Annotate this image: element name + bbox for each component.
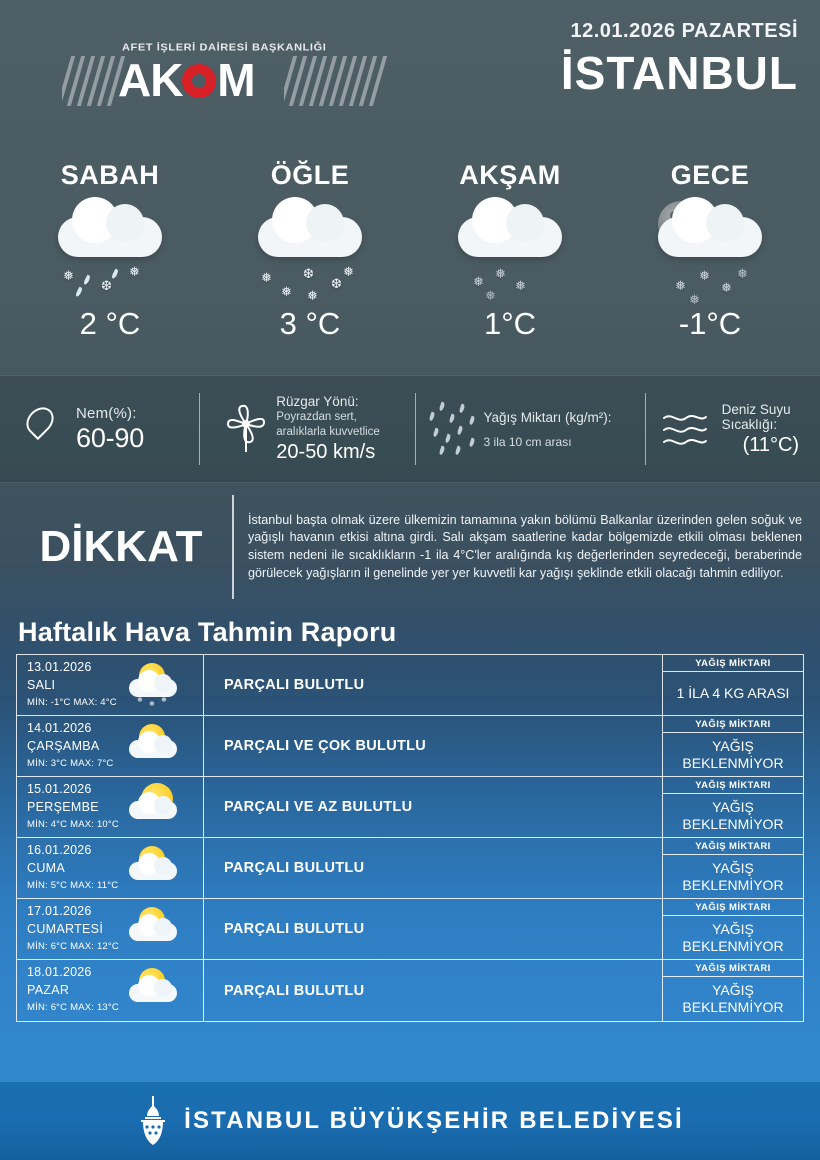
precip-value: YAĞIŞ BEKLENMİYOR [682, 798, 784, 832]
warning-title: DİKKAT [39, 522, 203, 571]
row-day: SALI [27, 678, 56, 692]
report-date: 12.01.2026 PAZARTESİ [570, 20, 798, 42]
warning-section [0, 483, 820, 611]
row-precipitation-cell [663, 655, 803, 715]
metric-precipitation [416, 391, 645, 467]
akom-logo [62, 42, 352, 114]
sea-label: Deniz Suyu Sıcaklığı: [721, 401, 791, 432]
moon-cloud-snow-icon: ❅ ❅ ❅ ❅ ❅ [610, 199, 810, 304]
metric-wind [200, 391, 414, 467]
metric-sea-temperature [646, 391, 820, 467]
precip-header: YAĞIŞ MİKTARI [663, 655, 803, 672]
row-day: PAZAR [27, 983, 70, 997]
row-precipitation-cell [663, 716, 803, 776]
sun-cloud-icon [123, 968, 185, 1014]
row-day: PERŞEMBE [27, 800, 99, 814]
precip-header: YAĞIŞ MİKTARI [663, 960, 803, 977]
precip-value: YAĞIŞ BEKLENMİYOR [682, 982, 784, 1015]
akom-letter-a: A [118, 54, 151, 106]
table-row[interactable] [17, 716, 803, 777]
humidity-label: Nem(%): [76, 404, 137, 422]
daypart-aksam [410, 150, 610, 375]
row-precipitation-cell [663, 899, 803, 959]
row-date-cell [17, 960, 204, 1021]
row-date: 14.01.2026 [27, 721, 92, 735]
cloud-snow-icon: ❅ ❅ ❆ ❅ ❆ ❅ [210, 199, 410, 304]
precip-header: YAĞIŞ MİKTARI [663, 716, 803, 733]
row-date: 16.01.2026 [27, 843, 92, 857]
row-day: ÇARŞAMBA [27, 739, 100, 753]
precipitation-label: Yağış Miktarı (kg/m²): [483, 409, 612, 425]
daypart-temp: -1°C [678, 306, 742, 341]
cloud-light-snow-icon: ❅ ❅ ❅ ❅ [410, 199, 610, 304]
daypart-label: ÖĞLE [270, 160, 350, 190]
daypart-label: GECE [670, 160, 750, 190]
row-date: 17.01.2026 [27, 904, 92, 918]
daypart-temp: 3 °C [279, 306, 341, 341]
table-row[interactable] [17, 655, 803, 716]
row-minmax: MİN: 3°C MAX: 7°C [27, 758, 114, 769]
precip-value: 1 İLA 4 KG ARASI [676, 685, 790, 701]
precip-header: YAĞIŞ MİKTARI [663, 838, 803, 855]
daypart-label: AKŞAM [459, 160, 561, 190]
row-date: 15.01.2026 [27, 782, 92, 796]
header-right [561, 20, 798, 101]
cloud-snow-rain-icon: ❅ ❆ ❅ [10, 199, 210, 304]
wind-label: Rüzgar Yönü: [276, 394, 359, 409]
wind-detail-1: Poyrazdan sert, [276, 411, 357, 423]
daypart-temp: 2 °C [79, 306, 141, 341]
daypart-ogle [210, 150, 410, 375]
sun-cloud-icon [123, 785, 185, 831]
city-name: İSTANBUL [560, 47, 798, 99]
metric-humidity [0, 391, 199, 467]
table-row[interactable] [17, 838, 803, 899]
logo-stripes-right [284, 56, 396, 106]
row-description: PARÇALI VE ÇOK BULUTLU [204, 716, 663, 776]
row-minmax: MİN: 4°C MAX: 10°C [27, 819, 119, 830]
row-precipitation-cell [663, 960, 803, 1021]
row-minmax: MİN: 6°C MAX: 13°C [27, 1002, 119, 1013]
table-row[interactable] [17, 777, 803, 838]
wind-detail-2: aralıklarla kuvvetlice [276, 426, 380, 438]
akom-subtitle: AFET İŞLERİ DAİRESİ BAŞKANLIĞI [122, 42, 327, 54]
akom-red-ring-icon [182, 64, 216, 98]
row-date-cell [17, 838, 204, 898]
sun-cloud-icon [123, 907, 185, 953]
row-minmax: MİN: -1°C MAX: 4°C [27, 697, 117, 708]
ibb-tulip-icon [136, 1096, 170, 1146]
sun-cloud-icon [123, 846, 185, 892]
row-precipitation-cell [663, 838, 803, 898]
row-date: 18.01.2026 [27, 965, 92, 979]
row-description: PARÇALI BULUTLU [204, 655, 663, 715]
dayparts-section [0, 150, 820, 375]
row-date: 13.01.2026 [27, 660, 92, 674]
akom-letter-m: M [217, 54, 255, 106]
weekly-forecast-table [16, 654, 804, 1022]
table-row[interactable] [17, 899, 803, 960]
water-drop-icon [18, 398, 70, 460]
sun-cloud-snow-icon: ❅ ❅ ❅ [123, 663, 185, 709]
daypart-gece [610, 150, 810, 375]
weekly-title: Haftalık Hava Tahmin Raporu [18, 617, 397, 647]
footer [0, 1082, 820, 1160]
rain-drops-icon [426, 398, 478, 460]
row-day: CUMA [27, 861, 66, 875]
row-minmax: MİN: 6°C MAX: 12°C [27, 941, 119, 952]
precipitation-value: 3 ila 10 cm arası [483, 434, 572, 449]
pinwheel-icon [218, 398, 270, 460]
row-date-cell [17, 655, 204, 715]
row-description: PARÇALI BULUTLU [204, 960, 663, 1021]
row-day: CUMARTESİ [27, 922, 104, 936]
metrics-strip [0, 375, 820, 483]
precip-value: YAĞIŞ BEKLENMİYOR [682, 859, 784, 893]
precip-header: YAĞIŞ MİKTARI [663, 777, 803, 794]
row-date-cell [17, 716, 204, 776]
row-minmax: MİN: 5°C MAX: 11°C [27, 880, 119, 891]
row-description: PARÇALI VE AZ BULUTLU [204, 777, 663, 837]
row-description: PARÇALI BULUTLU [204, 838, 663, 898]
waves-icon [658, 398, 710, 460]
daypart-sabah [10, 150, 210, 375]
warning-text: İstanbul başta olmak üzere ülkemizin tamamına yakın bölümü Balkanlar üzerinden gelen soğuk ve yağışlı havanın etkisi altına girdi. Salı akşam saatlerine kadar bölgemizde etkili olması beklenen sistem nedeni ile sıcaklıkların -1 ila 4°C'ler aralığında kış değerlerinden seyredeceği, beraberinde görülecek yağışların il genelinde yer yer kuvvetli kar yağışı şeklinde etkili olacağı tahmin ediliyor. [248, 512, 802, 580]
precip-value: YAĞIŞ BEKLENMİYOR [682, 737, 784, 771]
row-description: PARÇALI BULUTLU [204, 899, 663, 959]
header [0, 0, 820, 150]
table-row[interactable] [17, 960, 803, 1021]
sun-cloud-icon [123, 724, 185, 770]
row-date-cell [17, 899, 204, 959]
daypart-label: SABAH [60, 160, 160, 190]
daypart-temp: 1°C [483, 306, 537, 341]
humidity-value: 60-90 [76, 422, 145, 453]
precip-value: YAĞIŞ BEKLENMİYOR [682, 920, 784, 954]
wind-value: 20-50 km/s [276, 441, 376, 463]
precip-header: YAĞIŞ MİKTARI [663, 899, 803, 916]
row-precipitation-cell [663, 777, 803, 837]
akom-letter-k: K [150, 54, 183, 106]
row-date-cell [17, 777, 204, 837]
sea-value: (11°C) [742, 433, 800, 456]
footer-text: İSTANBUL BÜYÜKŞEHİR BELEDİYESİ [184, 1107, 684, 1134]
